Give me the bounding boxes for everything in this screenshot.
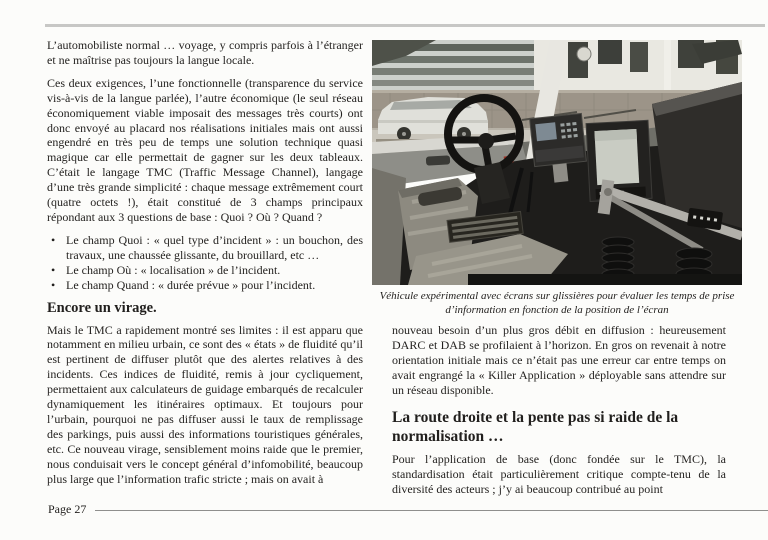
paragraph: Ces deux exigences, l’une fonctionnelle (transparence du service vis-à-vis de la langue parlée), l’autre économique (le seul réseau économiquement viable imposait des messages très courts) ont donc envoyé au placard nos réalisations initiales mais ont aussi engendré en très peu de temps une solution technique quasi magique car elle permettait de gagner sur les deux tableaux. C’était le langage TMC (Traffic Message Channel), langage d’une très grande simplicité : chaque message extrêmement court (quatre octets !), était constitué de 3 champs principaux répondant aux 3 questions de base : Quoi ? Où ? Quand ? bbox=[47, 75, 363, 224]
page-number: Page 27 bbox=[48, 502, 87, 516]
paragraph: Mais le TMC a rapidement montré ses limites : il est apparu que notamment en milieu urbain, ce sont des « états » de fluidité qu’il est pertinent de diffuser plutôt que des alertes relatives à des incidents. Ces indices de fluidité, remis à jour cycliquement, permettaient aux calculateurs de guidage embarqués de recalculer dynamiquement les itinéraires optimaux. Et toujours pour l’urbain, pourquoi ne pas diffuser aussi le taux de remplissage des parkings, puis aussi des informations touristiques générales, etc. Ce nouveau virage, sensiblement moins raide que le premier, nous conduisait vers le concept général d’infomobilité, beaucoup plus large que l’information trafic stricte ; mais on avait à bbox=[47, 322, 363, 486]
floor-shadow bbox=[468, 274, 742, 285]
paragraph: nouveau besoin d’un plus gros débit en diffusion : heureusement DARC et DAB se profilaient à l’horizon. En gros on revenait à notre orientation initiale mais ce n’était pas une erreur car entre temps on avait engrangé la « Killer Application » déployable sans attendre sur un réseau disponible. bbox=[392, 323, 726, 397]
top-rule bbox=[45, 24, 765, 27]
vehicle-interior-photo bbox=[372, 40, 742, 285]
paragraph: Pour l’application de base (donc fondée sur le TMC), la standardisation était particulièrement critique compte-tenu de la diversité des acteurs ; j’y ai beaucoup contribué au point bbox=[392, 452, 726, 496]
paragraph: L’automobiliste normal … voyage, y compris parfois à l’étranger et ne maîtrise pas toujours la langue locale. bbox=[47, 38, 363, 67]
photo-caption: Véhicule expérimental avec écrans sur glissières pour évaluer les temps de prise d’information en fonction de la position de l’écran bbox=[379, 290, 735, 316]
left-column bbox=[47, 38, 363, 494]
right-column bbox=[372, 40, 742, 497]
footer-rule bbox=[95, 510, 768, 511]
list-item: • Le champ Quand : « durée prévue » pour l’incident. bbox=[47, 278, 363, 293]
bullet-list bbox=[47, 233, 363, 293]
section-heading-normalisation: La route droite et la pente pas si raide de la normalisation … bbox=[392, 409, 679, 445]
section-heading-virage: Encore un virage. bbox=[47, 299, 157, 316]
vehicle-photo-figure bbox=[372, 40, 742, 317]
large-display-unit bbox=[586, 120, 652, 201]
list-item: • Le champ Quoi : « quel type d’incident » : un bouchon, des travaux, une chaussée glissante, du brouillard, etc … bbox=[47, 233, 363, 263]
list-item: • Le champ Où : « localisation » de l’incident. bbox=[47, 263, 363, 278]
